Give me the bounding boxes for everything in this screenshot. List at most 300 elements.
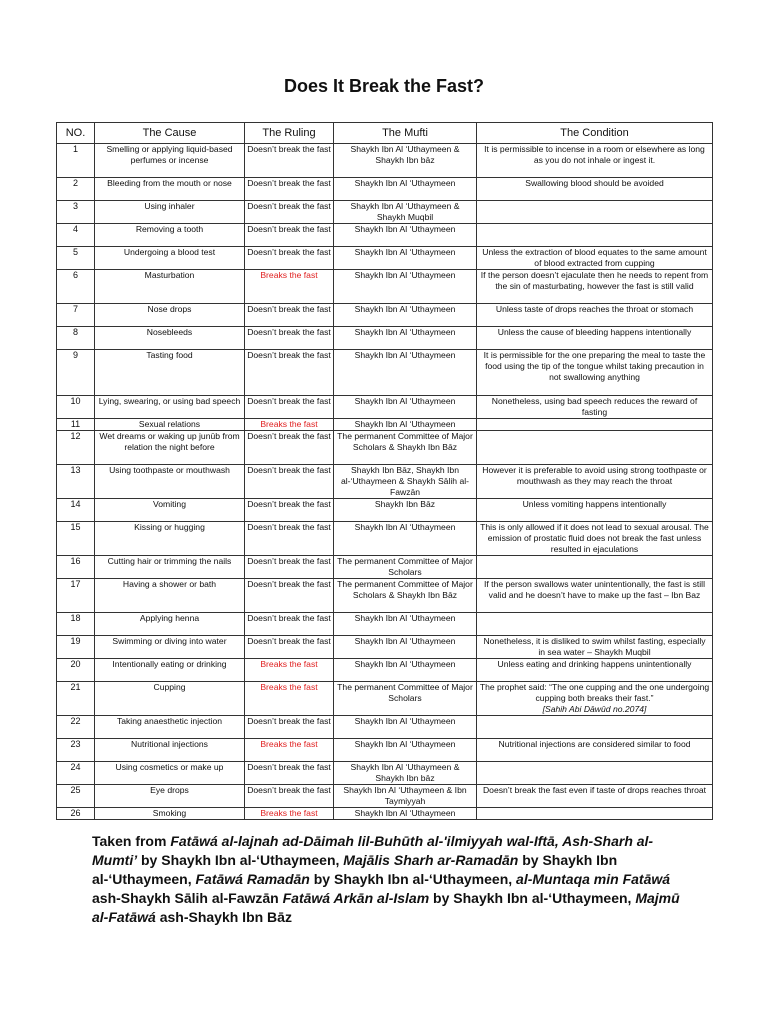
row-ruling: [245, 396, 334, 419]
row-cause-text: Masturbation: [144, 270, 195, 280]
row-condition: [477, 522, 713, 556]
table-body: [57, 144, 713, 820]
row-condition: [477, 499, 713, 522]
row-ruling-text: Doesn’t break the fast: [247, 431, 331, 441]
table-row: [57, 247, 713, 270]
row-ruling-text: Doesn’t break the fast: [247, 465, 331, 475]
row-cause: [95, 270, 245, 304]
row-cause-text: Nose drops: [147, 304, 192, 314]
row-number-text: 4: [72, 224, 78, 234]
row-number-text: 7: [72, 304, 78, 314]
row-mufti-text: Shaykh Ibn Al ‘Uthaymeen: [354, 419, 456, 429]
table-row: [57, 808, 713, 820]
row-ruling: [245, 201, 334, 224]
header-ruling: The Ruling: [245, 123, 334, 144]
header-condition: The Condition: [477, 123, 713, 144]
row-ruling-text: Doesn’t break the fast: [247, 304, 331, 314]
row-ruling: [245, 431, 334, 465]
row-condition-text: If the person swallows water unintentionally, the fast is still valid and he doesn’t have to make up the fast – Ibn Baz: [484, 579, 705, 600]
row-mufti: [334, 762, 477, 785]
row-ruling-text: Breaks the fast: [260, 419, 318, 429]
row-cause: [95, 396, 245, 419]
row-cause-text: Using toothpaste or mouthwash: [109, 465, 230, 475]
row-ruling: [245, 762, 334, 785]
source-title: al-Muntaqa min Fatāwá: [516, 871, 671, 887]
row-ruling-text: Doesn’t break the fast: [247, 224, 331, 234]
row-mufti: [334, 431, 477, 465]
row-condition: [477, 762, 713, 785]
table-row: [57, 178, 713, 201]
row-mufti-text: Shaykh Ibn Al ‘Uthaymeen: [354, 304, 456, 314]
row-mufti: [334, 224, 477, 247]
row-mufti-text: The permanent Committee of Major Scholars: [337, 682, 473, 703]
source-title: Fatāwá Ramadān: [195, 871, 310, 887]
row-cause-text: Undergoing a blood test: [123, 247, 216, 257]
row-number: [57, 201, 95, 224]
header-no: NO.: [57, 123, 95, 144]
row-number: [57, 350, 95, 396]
row-mufti: [334, 201, 477, 224]
row-condition: [477, 224, 713, 247]
row-number-text: 22: [70, 716, 81, 726]
row-condition-text: The prophet said: “The one cupping and the one undergoing cupping both breaks their fast.”: [479, 682, 710, 703]
table-header-row: [57, 123, 713, 144]
row-condition-text: However it is preferable to avoid using strong toothpaste or mouthwash as they may reach the throat: [482, 465, 707, 486]
row-ruling-text: Doesn’t break the fast: [247, 556, 331, 566]
row-number: [57, 419, 95, 431]
table-row: [57, 682, 713, 716]
row-ruling-text: Breaks the fast: [260, 682, 318, 692]
row-condition-text: Nonetheless, using bad speech reduces the reward of fasting: [491, 396, 698, 417]
row-condition-text: Swallowing blood should be avoided: [525, 178, 664, 188]
row-number-text: 2: [72, 178, 78, 188]
row-mufti: [334, 304, 477, 327]
source-title: Fatāwá Arkān al-Islam: [282, 890, 430, 906]
row-condition: [477, 350, 713, 396]
row-cause: [95, 431, 245, 465]
table-row: [57, 579, 713, 613]
row-cause: [95, 465, 245, 499]
row-mufti: [334, 465, 477, 499]
row-ruling: [245, 419, 334, 431]
row-mufti-text: Shaykh Ibn Al ‘Uthaymeen: [354, 224, 456, 234]
row-mufti-text: Shaykh Ibn Al ‘Uthaymeen: [354, 636, 456, 646]
row-cause-text: Removing a tooth: [135, 224, 204, 234]
row-cause: [95, 579, 245, 613]
row-ruling-text: Doesn’t break the fast: [247, 178, 331, 188]
row-ruling-text: Doesn’t break the fast: [247, 396, 331, 406]
row-mufti: [334, 739, 477, 762]
row-number: [57, 762, 95, 785]
row-mufti-text: Shaykh Ibn Al ‘Uthaymeen & Shaykh Ibn bāz: [350, 762, 460, 783]
table-row: [57, 270, 713, 304]
row-mufti: [334, 247, 477, 270]
row-number: [57, 270, 95, 304]
row-condition: [477, 556, 713, 579]
row-cause-text: Applying henna: [139, 613, 200, 623]
row-ruling: [245, 465, 334, 499]
row-condition-text: Unless the extraction of blood equates to the same amount of blood extracted from cupping: [482, 247, 707, 268]
row-number: [57, 739, 95, 762]
row-cause: [95, 419, 245, 431]
row-mufti-text: Shaykh Ibn Al ‘Uthaymeen: [354, 613, 456, 623]
row-ruling-text: Breaks the fast: [260, 659, 318, 669]
row-mufti: [334, 808, 477, 820]
row-ruling: [245, 350, 334, 396]
row-cause: [95, 808, 245, 820]
row-ruling-text: Doesn’t break the fast: [247, 144, 331, 154]
row-mufti: [334, 419, 477, 431]
row-condition: [477, 270, 713, 304]
row-ruling: [245, 613, 334, 636]
table-row: [57, 224, 713, 247]
row-number: [57, 785, 95, 808]
row-number: [57, 636, 95, 659]
page-title: Does It Break the Fast?: [283, 76, 485, 96]
row-mufti: [334, 499, 477, 522]
row-ruling-text: Doesn’t break the fast: [247, 762, 331, 772]
table-row: [57, 636, 713, 659]
row-condition: [477, 431, 713, 465]
source-text: by Shaykh Ibn al-‘Uthaymeen,: [92, 852, 618, 887]
row-number: [57, 465, 95, 499]
row-mufti-text: Shaykh Ibn Al ‘Uthaymeen & Shaykh Ibn bāz: [350, 144, 460, 165]
row-mufti-text: Shaykh Ibn Al ‘Uthaymeen & Ibn Taymiyyah: [343, 785, 467, 806]
row-number: [57, 613, 95, 636]
rulings-table: [56, 122, 713, 820]
row-ruling-text: Doesn’t break the fast: [247, 785, 331, 795]
row-ruling-text: Doesn’t break the fast: [247, 201, 331, 211]
row-cause: [95, 659, 245, 682]
row-mufti: [334, 350, 477, 396]
source-text: ash-Shaykh Sālih al-Fawzān: [92, 890, 283, 906]
row-number: [57, 682, 95, 716]
row-cause: [95, 716, 245, 739]
row-ruling: [245, 579, 334, 613]
row-cause-text: Swimming or diving into water: [112, 636, 227, 646]
row-number-text: 23: [70, 739, 81, 749]
row-condition: [477, 144, 713, 178]
row-mufti: [334, 659, 477, 682]
row-condition: [477, 465, 713, 499]
row-mufti-text: Shaykh Ibn Bāz, Shaykh Ibn al-‘Uthaymeen & Shaykh Sālih al-Fawzān: [340, 465, 469, 497]
row-number-text: 8: [72, 327, 78, 337]
row-number: [57, 499, 95, 522]
row-ruling: [245, 556, 334, 579]
row-condition-text: Unless the cause of bleeding happens intentionally: [497, 327, 692, 337]
row-condition-text: Unless vomiting happens intentionally: [522, 499, 667, 509]
row-ruling: [245, 636, 334, 659]
row-ruling-text: Breaks the fast: [260, 270, 318, 280]
source-text: Taken from: [92, 833, 171, 849]
row-condition: [477, 579, 713, 613]
table-row: [57, 431, 713, 465]
row-cause: [95, 522, 245, 556]
row-mufti: [334, 636, 477, 659]
row-ruling-text: Doesn’t break the fast: [247, 636, 331, 646]
row-number: [57, 431, 95, 465]
row-ruling: [245, 808, 334, 820]
source-text: by Shaykh Ibn al-‘Uthaymeen,: [429, 890, 636, 906]
row-mufti: [334, 522, 477, 556]
row-ruling-text: Doesn’t break the fast: [247, 499, 331, 509]
row-mufti-text: The permanent Committee of Major Scholars & Shaykh Ibn Bāz: [337, 431, 473, 452]
row-cause-text: Cutting hair or trimming the nails: [107, 556, 232, 566]
row-cause-text: Wet dreams or waking up junūb from relation the night before: [99, 431, 240, 452]
row-ruling: [245, 499, 334, 522]
row-cause-text: Smoking: [152, 808, 187, 818]
row-mufti: [334, 144, 477, 178]
row-number-text: 11: [70, 419, 81, 429]
row-number-text: 13: [70, 465, 81, 475]
row-mufti: [334, 716, 477, 739]
row-condition: [477, 716, 713, 739]
row-number: [57, 716, 95, 739]
row-ruling: [245, 178, 334, 201]
row-ruling: [245, 785, 334, 808]
row-condition-text: It is permissible to incense in a room or elsewhere as long as you do not inhale or ingest it.: [484, 144, 705, 165]
row-mufti: [334, 613, 477, 636]
row-number: [57, 808, 95, 820]
row-ruling: [245, 682, 334, 716]
row-cause: [95, 247, 245, 270]
row-mufti-text: Shaykh Ibn Al ‘Uthaymeen: [354, 808, 456, 818]
row-condition: [477, 327, 713, 350]
row-mufti-text: The permanent Committee of Major Scholars & Shaykh Ibn Bāz: [337, 579, 473, 600]
source-title: Majālis Sharh ar-Ramadān: [343, 852, 519, 868]
row-mufti-text: Shaykh Ibn Al ‘Uthaymeen: [354, 270, 456, 280]
row-mufti-text: The permanent Committee of Major Scholars: [337, 556, 473, 577]
row-condition: [477, 682, 713, 716]
row-cause: [95, 613, 245, 636]
table-row: [57, 556, 713, 579]
table-row: [57, 396, 713, 419]
header-mufti: The Mufti: [334, 123, 477, 144]
row-ruling: [245, 716, 334, 739]
table-row: [57, 762, 713, 785]
row-number-text: 16: [70, 556, 81, 566]
row-number: [57, 144, 95, 178]
row-number-text: 1: [72, 144, 78, 154]
row-condition: [477, 201, 713, 224]
row-cause: [95, 762, 245, 785]
row-cause: [95, 144, 245, 178]
row-condition-reference: [Sahih Abi Dāwūd no.2074]: [542, 704, 647, 714]
row-ruling: [245, 224, 334, 247]
row-mufti-text: Shaykh Ibn Al ‘Uthaymeen: [354, 396, 456, 406]
row-number-text: 24: [70, 762, 81, 772]
row-ruling: [245, 304, 334, 327]
row-cause-text: Lying, swearing, or using bad speech: [98, 396, 241, 406]
source-text: by Shaykh Ibn al-‘Uthaymeen,: [137, 852, 344, 868]
row-number-text: 12: [70, 431, 81, 441]
row-cause: [95, 327, 245, 350]
row-mufti-text: Shaykh Ibn Al ‘Uthaymeen: [354, 659, 456, 669]
source-title: Majmū al-Fatāwá: [92, 890, 680, 925]
row-condition: [477, 808, 713, 820]
row-ruling: [245, 659, 334, 682]
row-number-text: 5: [72, 247, 78, 257]
row-cause: [95, 304, 245, 327]
row-cause: [95, 178, 245, 201]
row-cause-text: Using inhaler: [144, 201, 195, 211]
row-ruling-text: Doesn’t break the fast: [247, 247, 331, 257]
row-cause: [95, 224, 245, 247]
row-ruling: [245, 522, 334, 556]
table-row: [57, 785, 713, 808]
table-row: [57, 739, 713, 762]
row-condition: [477, 178, 713, 201]
row-number-text: 21: [70, 682, 81, 692]
row-mufti-text: Shaykh Ibn Al ‘Uthaymeen: [354, 247, 456, 257]
table-row: [57, 613, 713, 636]
row-mufti-text: Shaykh Ibn Bāz: [374, 499, 436, 509]
row-number-text: 14: [70, 499, 81, 509]
row-condition-text: This is only allowed if it does not lead to sexual arousal. The emission of prostatic fluid does not break the fast unless resulted in ejaculations: [480, 522, 709, 554]
row-mufti-text: Shaykh Ibn Al ‘Uthaymeen: [354, 327, 456, 337]
row-ruling-text: Doesn’t break the fast: [247, 716, 331, 726]
source-title: Fatāwá al-lajnah ad-Dāimah lil-Buhūth al-'ilmiyyah wal-Iftā, Ash-Sharh al-Mumti’: [92, 833, 654, 868]
source-text: by Shaykh Ibn al-‘Uthaymeen,: [309, 871, 517, 887]
table-row: [57, 716, 713, 739]
row-number: [57, 522, 95, 556]
row-ruling-text: Doesn’t break the fast: [247, 327, 331, 337]
row-condition: [477, 613, 713, 636]
row-number: [57, 396, 95, 419]
row-mufti: [334, 682, 477, 716]
row-condition: [477, 396, 713, 419]
table-row: [57, 465, 713, 499]
row-number-text: 15: [70, 522, 81, 532]
row-condition-text: Unless eating and drinking happens unintentionally: [497, 659, 692, 669]
row-condition-text: Unless taste of drops reaches the throat or stomach: [495, 304, 694, 314]
row-ruling-text: Doesn’t break the fast: [247, 522, 331, 532]
row-mufti: [334, 785, 477, 808]
row-number-text: 9: [72, 350, 78, 360]
row-number-text: 26: [70, 808, 81, 818]
row-condition: [477, 659, 713, 682]
row-mufti: [334, 556, 477, 579]
row-ruling-text: Doesn’t break the fast: [247, 613, 331, 623]
table-row: [57, 659, 713, 682]
row-cause-text: Taking anaesthetic injection: [116, 716, 223, 726]
row-mufti-text: Shaykh Ibn Al ‘Uthaymeen: [354, 178, 456, 188]
table-row: [57, 304, 713, 327]
row-cause-text: Having a shower or bath: [122, 579, 217, 589]
row-cause-text: Nutritional injections: [131, 739, 208, 749]
row-mufti-text: Shaykh Ibn Al ‘Uthaymeen: [354, 350, 456, 360]
row-condition: [477, 419, 713, 431]
table-row: [57, 499, 713, 522]
row-condition: [477, 739, 713, 762]
row-number: [57, 178, 95, 201]
header-cause: The Cause: [95, 123, 245, 144]
row-number: [57, 556, 95, 579]
row-ruling-text: Doesn’t break the fast: [247, 579, 331, 589]
row-number-text: 3: [72, 201, 78, 211]
row-condition: [477, 636, 713, 659]
row-cause: [95, 201, 245, 224]
row-ruling: [245, 739, 334, 762]
row-condition: [477, 247, 713, 270]
row-cause-text: Intentionally eating or drinking: [112, 659, 227, 669]
row-number: [57, 247, 95, 270]
row-cause: [95, 739, 245, 762]
row-cause-text: Tasting food: [146, 350, 193, 360]
row-mufti-text: Shaykh Ibn Al ‘Uthaymeen: [354, 716, 456, 726]
table-row: [57, 144, 713, 178]
row-ruling: [245, 144, 334, 178]
table-row: [57, 522, 713, 556]
row-cause-text: Bleeding from the mouth or nose: [107, 178, 232, 188]
table-row: [57, 419, 713, 431]
row-number-text: 10: [70, 396, 81, 406]
row-number-text: 18: [70, 613, 81, 623]
row-cause-text: Using cosmetics or make up: [115, 762, 224, 772]
row-number-text: 25: [70, 785, 81, 795]
source-citation: [92, 832, 692, 927]
row-cause: [95, 682, 245, 716]
row-mufti-text: Shaykh Ibn Al ‘Uthaymeen & Shaykh Muqbil: [350, 201, 460, 222]
row-ruling: [245, 327, 334, 350]
row-number-text: 6: [72, 270, 78, 280]
row-ruling-text: Breaks the fast: [260, 739, 318, 749]
row-condition: [477, 304, 713, 327]
row-mufti-text: Shaykh Ibn Al ‘Uthaymeen: [354, 522, 456, 532]
row-condition-text: If the person doesn’t ejaculate then he needs to repent from the sin of masturbating, however the fast is still valid: [480, 270, 709, 291]
row-cause: [95, 350, 245, 396]
row-number-text: 19: [70, 636, 81, 646]
row-cause: [95, 785, 245, 808]
table-row: [57, 201, 713, 224]
source-text: ash-Shaykh Ibn Bāz: [155, 909, 292, 925]
row-number: [57, 659, 95, 682]
row-condition: [477, 785, 713, 808]
row-condition-text: Nutritional injections are considered similar to food: [498, 739, 691, 749]
row-ruling-text: Doesn’t break the fast: [247, 350, 331, 360]
table-row: [57, 350, 713, 396]
row-number: [57, 304, 95, 327]
row-number: [57, 579, 95, 613]
row-mufti-text: Shaykh Ibn Al ‘Uthaymeen: [354, 739, 456, 749]
row-ruling: [245, 247, 334, 270]
row-mufti: [334, 327, 477, 350]
table-row: [57, 327, 713, 350]
row-number: [57, 224, 95, 247]
row-cause-text: Cupping: [153, 682, 186, 692]
row-mufti: [334, 178, 477, 201]
row-mufti: [334, 579, 477, 613]
row-cause-text: Vomiting: [153, 499, 186, 509]
row-condition-text: Nonetheless, it is disliked to swim whilst fasting, especially in sea water – Shaykh Muqbil: [483, 636, 706, 657]
row-cause-text: Nosebleeds: [146, 327, 193, 337]
row-number-text: 20: [70, 659, 81, 669]
row-cause: [95, 556, 245, 579]
row-ruling: [245, 270, 334, 304]
row-mufti: [334, 396, 477, 419]
row-ruling-text: Breaks the fast: [260, 808, 318, 818]
row-cause: [95, 499, 245, 522]
row-number-text: 17: [70, 579, 81, 589]
row-condition-text: It is permissible for the one preparing the meal to taste the food using the tip of the tongue whilst taking precaution in not swallowing anything: [483, 350, 706, 382]
row-condition-text: Doesn’t break the fast even if taste of drops reaches throat: [482, 785, 707, 795]
row-cause-text: Kissing or hugging: [134, 522, 205, 532]
row-number: [57, 327, 95, 350]
row-cause-text: Eye drops: [150, 785, 189, 795]
row-cause-text: Smelling or applying liquid-based perfumes or incense: [106, 144, 233, 165]
row-cause-text: Sexual relations: [138, 419, 201, 429]
row-cause: [95, 636, 245, 659]
